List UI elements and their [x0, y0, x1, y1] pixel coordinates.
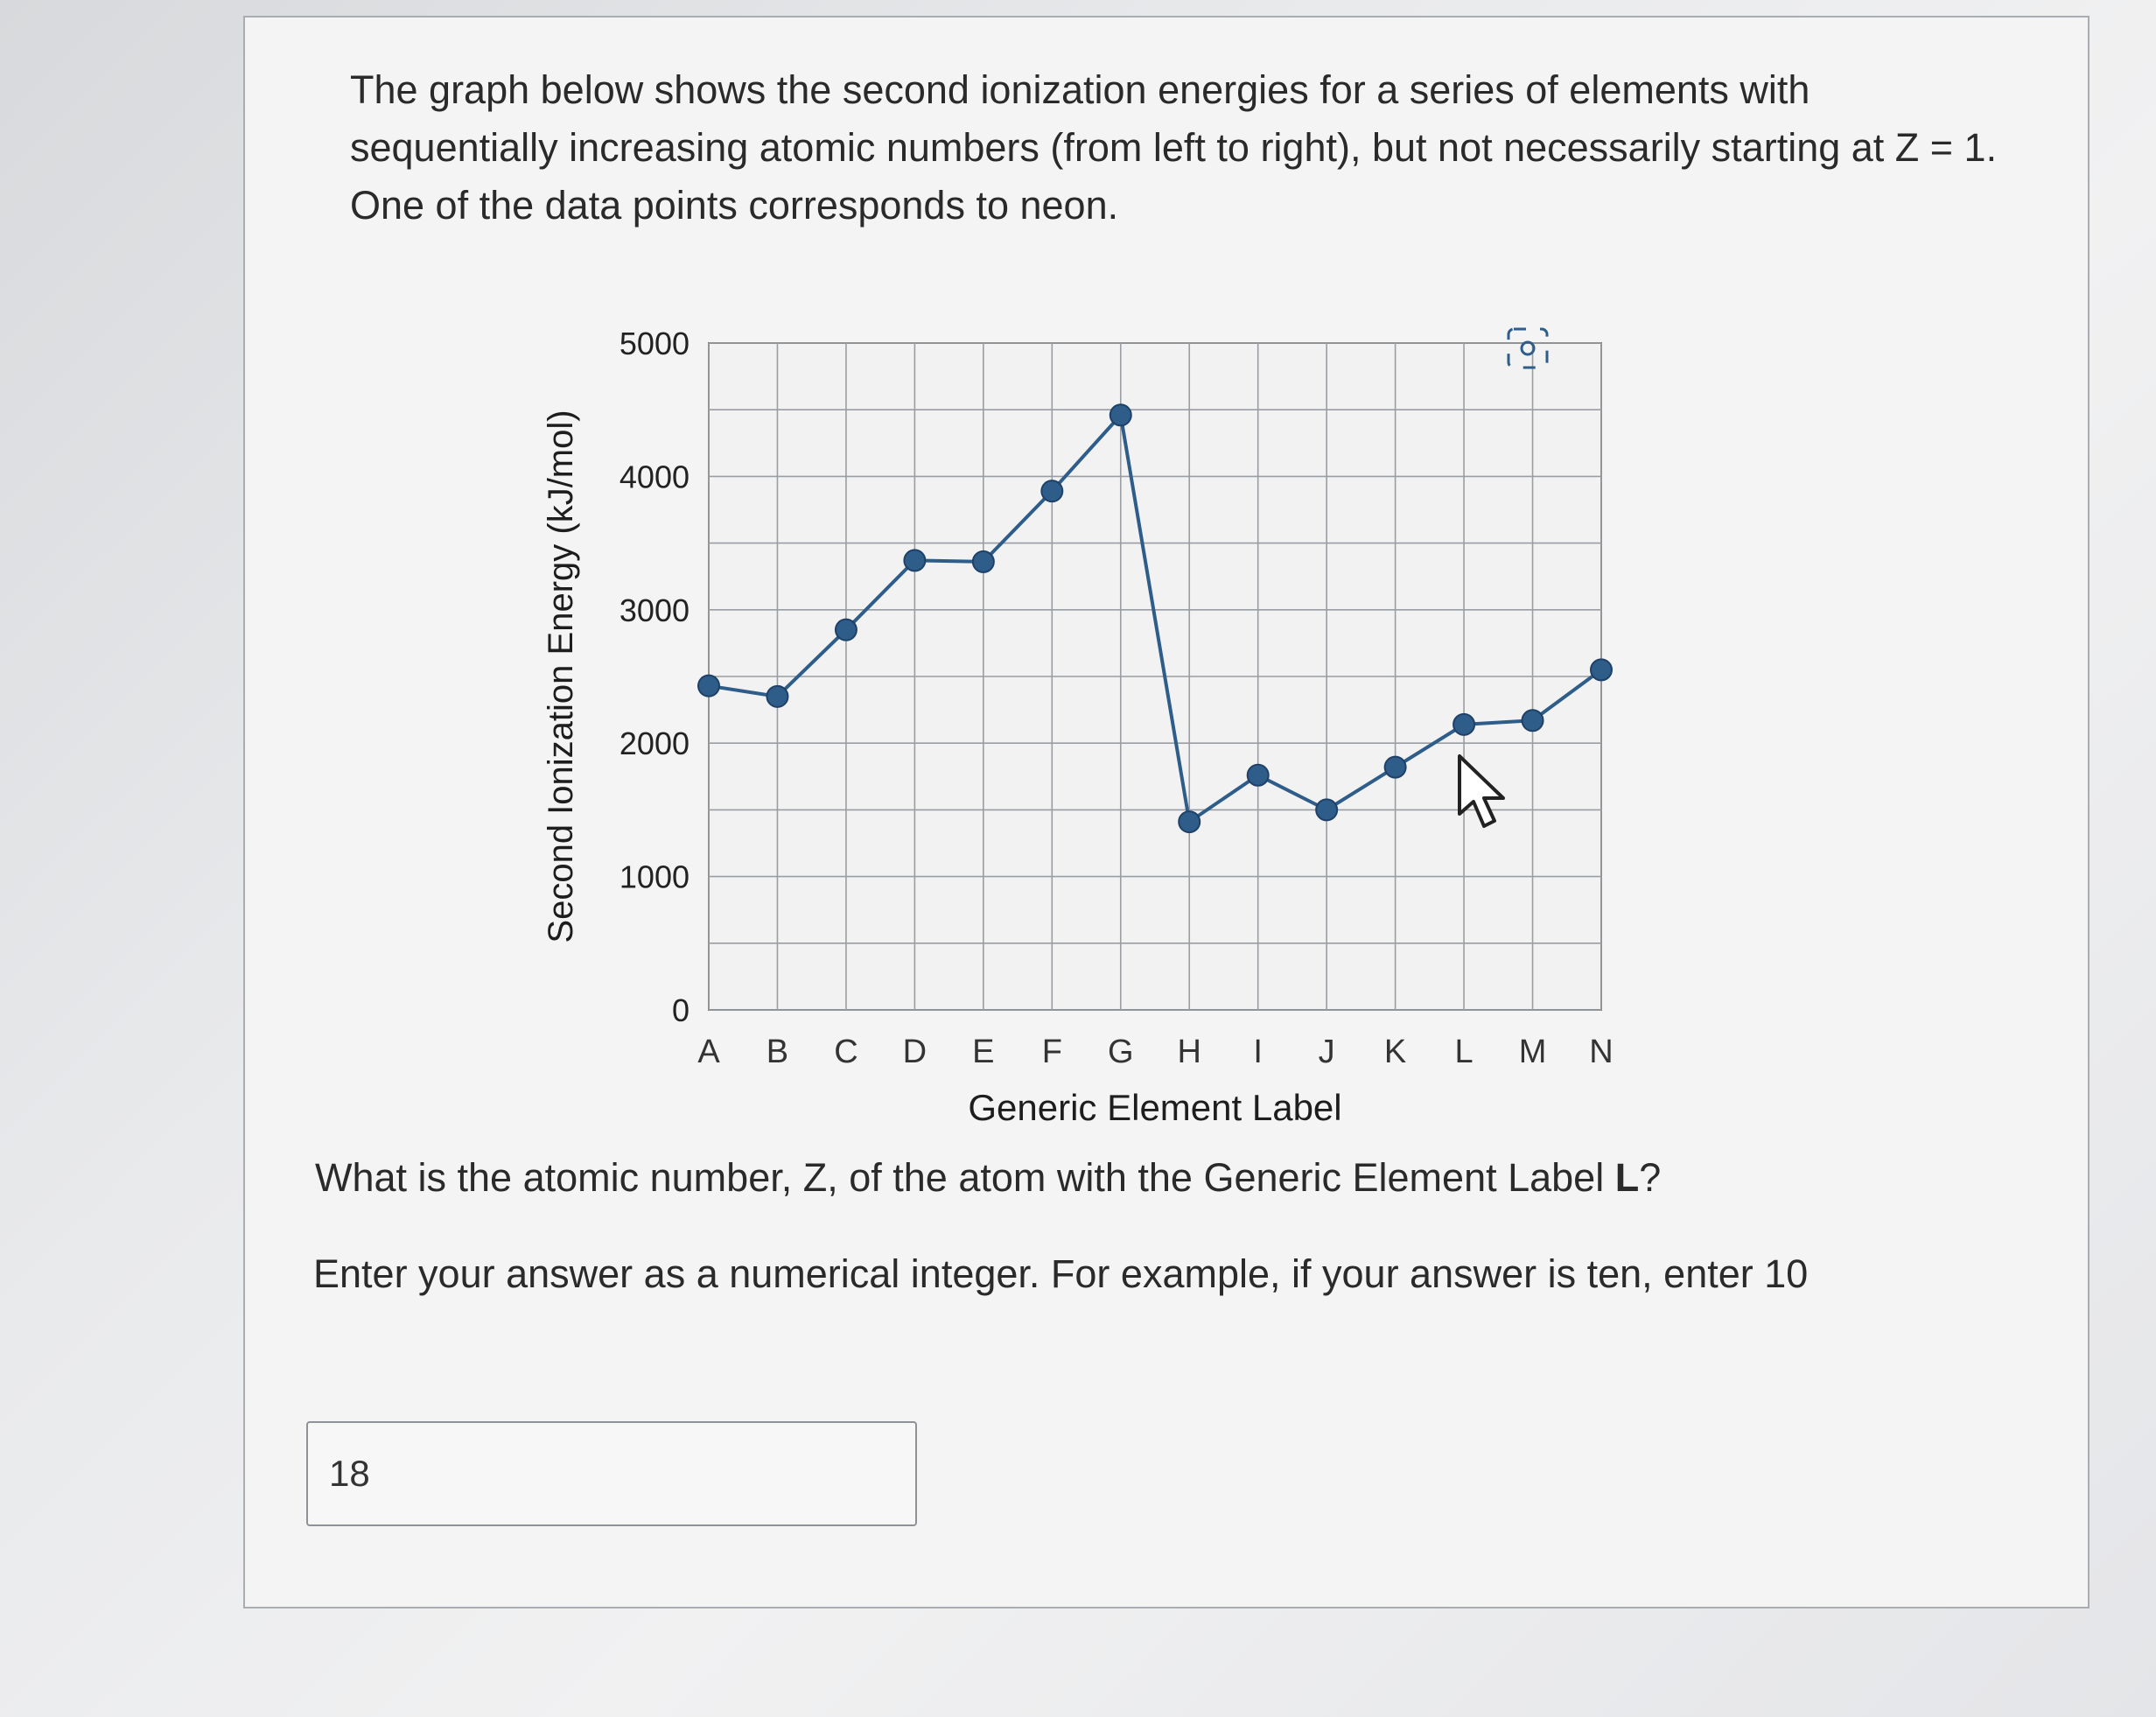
data-point-f[interactable] [1041, 480, 1062, 501]
x-tick-label: J [1318, 1034, 1335, 1070]
question-main-label: L [1614, 1155, 1640, 1200]
y-tick-label: 0 [671, 992, 690, 1028]
data-point-l[interactable] [1453, 714, 1474, 735]
y-tick-label: 3000 [619, 592, 690, 628]
data-point-g[interactable] [1110, 404, 1131, 425]
x-tick-label: D [902, 1034, 928, 1070]
x-tick-label: B [766, 1034, 789, 1070]
y-tick-label: 5000 [619, 326, 690, 361]
x-axis-label: Generic Element Label [968, 1087, 1342, 1128]
y-axis-label: Second Ionization Energy (kJ/mol) [542, 410, 580, 943]
data-point-e[interactable] [973, 551, 994, 572]
data-point-b[interactable] [766, 686, 788, 707]
answer-instructions: Enter your answer as a numerical integer. For example, if your answer is ten, enter 10 [313, 1251, 1809, 1296]
question-panel [243, 16, 2090, 1608]
y-tick-label: 1000 [619, 858, 690, 895]
x-tick-label: H [1177, 1034, 1201, 1070]
data-point-i[interactable] [1248, 765, 1269, 786]
x-tick-label: C [834, 1034, 858, 1070]
question-intro: The graph below shows the second ionization energies for a series of elements with sequentially increasing atomic numbers (from left to right), but not necessarily starting at Z = 1. One of the data points corresponds to neon. [350, 67, 1998, 228]
y-tick-label: 2000 [619, 725, 690, 762]
data-point-m[interactable] [1522, 710, 1544, 731]
ionization-energy-chart [527, 289, 1839, 1146]
x-tick-label: E [972, 1034, 995, 1070]
question-main [315, 1155, 1661, 1201]
data-point-h[interactable] [1179, 811, 1200, 832]
data-point-d[interactable] [904, 550, 925, 571]
x-tick-label: K [1383, 1034, 1407, 1070]
camera-capture-icon[interactable] [1505, 326, 1550, 371]
x-tick-label: N [1589, 1034, 1614, 1070]
data-point-k[interactable] [1385, 757, 1406, 778]
data-point-a[interactable] [698, 676, 719, 697]
y-tick-label: 4000 [619, 459, 690, 495]
data-point-c[interactable] [836, 620, 857, 641]
x-tick-label: F [1041, 1034, 1062, 1070]
data-point-n[interactable] [1591, 659, 1612, 680]
x-tick-label: I [1253, 1034, 1263, 1070]
x-tick-label: G [1107, 1034, 1134, 1070]
x-tick-label: M [1518, 1034, 1547, 1070]
mouse-pointer-icon [1452, 753, 1514, 831]
x-tick-label: L [1454, 1034, 1474, 1070]
x-tick-label: A [697, 1034, 720, 1070]
answer-input[interactable] [306, 1421, 917, 1526]
data-point-j[interactable] [1316, 799, 1337, 820]
chart-svg [527, 289, 1839, 1146]
question-main-suffix: ? [1639, 1155, 1662, 1200]
question-main-prefix: What is the atomic number, Z, of the atom with the Generic Element Label [315, 1155, 1615, 1200]
